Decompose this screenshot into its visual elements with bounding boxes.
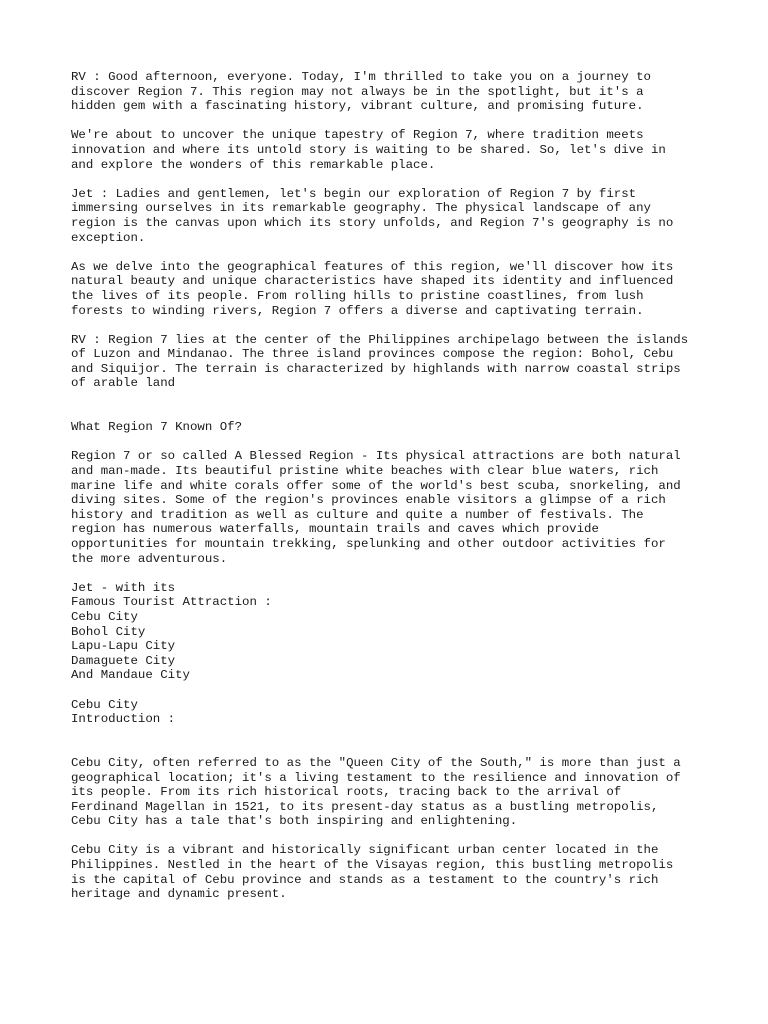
features-paragraph: As we delve into the geographical features of this region, we'll discover how its natural beauty and unique characteristics have shaped its identity and influenced the lives of its people. From rolling hills to pristine coastlines, from lush forests to winding rivers, Region 7 offers a diverse and captivating terrain. xyxy=(71,259,674,318)
attractions-list: Jet - with its Famous Tourist Attraction : Cebu City Bohol City Lapu-Lapu City Damaguete City And Mandaue City xyxy=(71,580,272,683)
uncover-paragraph: We're about to uncover the unique tapestry of Region 7, where tradition meets innovation and where its untold story is waiting to be shared. So, let's dive in and explore the wonders of this remarkable place. xyxy=(71,128,666,172)
cebu-history-paragraph: Cebu City, often referred to as the "Queen City of the South," is more than just a geographical location; it's a living testament to the resilience and innovation of its people. From its rich historical roots, tracing back to the arrival of Ferdinand Magellan in 1521, to its present-day status as a bustling metropolis, Cebu City has a tale that's both inspiring and enlightening. xyxy=(71,755,681,829)
intro-paragraph: RV : Good afternoon, everyone. Today, I'm thrilled to take you on a journey to discover Region 7. This region may not always be in the spotlight, but it's a hidden gem with a fascinating history, vibrant culture, and promising future. xyxy=(71,70,651,114)
document-page xyxy=(71,70,711,902)
blessed-region-paragraph: Region 7 or so called A Blessed Region - Its physical attractions are both natural and man-made. Its beautiful pristine white beaches with clear blue waters, rich marine life and white corals offer some of the world's best scuba, snorkeling, and diving sites. Some of the region's provinces enable visitors a glimpse of a rich history and tradition as well as culture and quite a number of festivals. The region has numerous waterfalls, mountain trails and caves which provide opportunities for mountain trekking, spelunking and other outdoor activities for the more adventurous. xyxy=(71,449,681,566)
cebu-intro-heading: Cebu City Introduction : xyxy=(71,697,176,727)
geography-paragraph: Jet : Ladies and gentlemen, let's begin our exploration of Region 7 by first immersing ourselves in its remarkable geography. The physical landscape of any region is the canvas upon which its story unfolds, and Region 7's geography is no exception. xyxy=(71,186,674,245)
cebu-description-paragraph: Cebu City is a vibrant and historically significant urban center located in the Philippines. Nestled in the heart of the Visayas region, this bustling metropolis is the capital of Cebu province and stands as a testament to the country's rich heritage and dynamic present. xyxy=(71,843,674,902)
section-heading: What Region 7 Known Of? xyxy=(71,420,243,435)
location-paragraph: RV : Region 7 lies at the center of the Philippines archipelago between the islands of Luzon and Mindanao. The three island provinces compose the region: Bohol, Cebu and Siquijor. The terrain is characterized by highlands with narrow coastal strips of arable land xyxy=(71,332,689,391)
